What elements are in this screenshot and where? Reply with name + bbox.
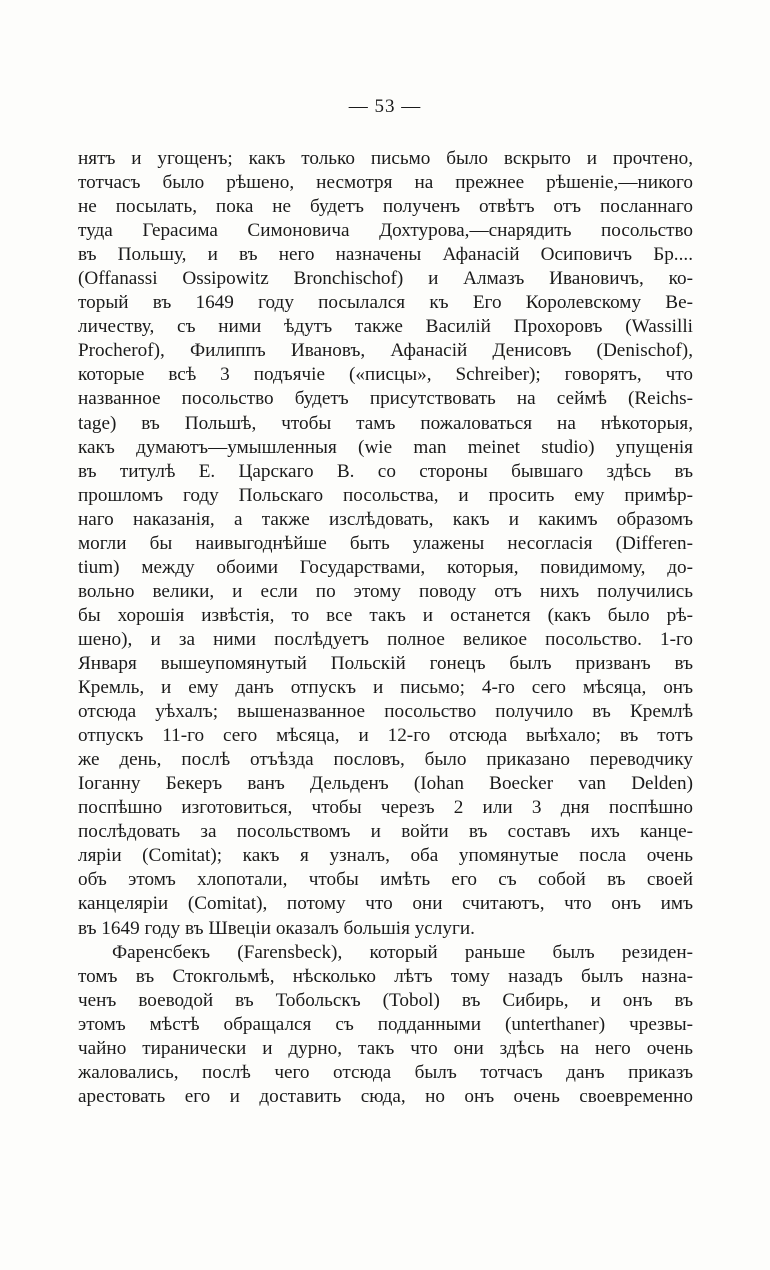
text-line: ченъ воеводой въ Тобольскъ (Tobol) въ Сибирь, и онъ въ [78, 989, 693, 1011]
text-line: томъ въ Стокгольмѣ, нѣсколько лѣтъ тому назадъ былъ назна- [78, 965, 693, 987]
text-line: какъ думаютъ—умышленныя (wie man meinet studio) упущенія [78, 436, 693, 458]
text-line: Procherof), Филиппъ Ивановъ, Афанасій Денисовъ (Denischof), [78, 340, 693, 362]
text-line: ляріи (Comitat); какъ я узналъ, оба упомянутые посла очень [78, 845, 693, 867]
text-line: Кремль, и ему данъ отпускъ и письмо; 4-го сего мѣсяца, онъ [78, 677, 693, 699]
text-line: туда Герасима Симоновича Дохтурова,—снарядить посольство [78, 220, 693, 242]
text-line: отпускъ 11-го сего мѣсяца, и 12-го отсюда выѣхало; въ тотъ [78, 725, 693, 747]
text-line: вольно велики, и если по этому поводу отъ нихъ получились [78, 580, 693, 602]
text-line: послѣдовать за посольствомъ и войти въ составъ ихъ канце- [78, 821, 693, 843]
text-line: Фаренсбекъ (Farensbeck), который раньше былъ резиден- [112, 941, 693, 963]
text-line: могли бы наивыгоднѣйше быть улажены несогласія (Differen- [78, 532, 693, 554]
text-line: отсюда уѣхалъ; вышеназванное посольство получило въ Кремлѣ [78, 701, 693, 723]
text-line: арестовать его и доставить сюда, но онъ очень своевременно [78, 1085, 693, 1107]
text-line: названное посольство будетъ присутствовать на сеймѣ (Reichs- [78, 388, 693, 410]
text-line: шено), и за ними послѣдуетъ полное великое посольство. 1-го [78, 628, 693, 650]
paragraph [78, 147, 693, 941]
text-line: наго наказанія, а также изслѣдовать, какъ и какимъ образомъ [78, 508, 693, 530]
text-line: личеству, съ ними ѣдутъ также Василій Прохоровъ (Wassilli [78, 316, 693, 338]
text-line: Января вышеупомянутый Польскій гонецъ былъ призванъ въ [78, 652, 693, 674]
text-line: не посылать, пока не будетъ полученъ отвѣтъ отъ посланнаго [78, 196, 693, 218]
text-line: Іоганну Бекеръ ванъ Дельденъ (Iohan Boecker van Delden) [78, 773, 693, 795]
text-line: прошломъ году Польскаго посольства, и просить ему примѣр- [78, 484, 693, 506]
text-line: жаловались, послѣ чего отсюда былъ тотчасъ данъ приказъ [78, 1061, 693, 1083]
page-number: — 53 — [348, 96, 422, 117]
paragraph [78, 941, 693, 1109]
text-line: нятъ и угощенъ; какъ только письмо было вскрыто и прочтено, [78, 148, 693, 169]
text-line: объ этомъ хлопотали, чтобы имѣть его съ собой въ своей [78, 869, 693, 891]
text-line: въ титулѣ Е. Царскаго В. со стороны бывшаго здѣсь въ [78, 460, 693, 482]
text-line: торый въ 1649 году посылался къ Его Королевскому Ве- [78, 292, 693, 314]
text-line: же день, послѣ отъѣзда пословъ, было приказано переводчику [78, 749, 693, 771]
text-line: бы хорошія извѣстія, то все такъ и останется (какъ было рѣ- [78, 604, 693, 626]
text-line: этомъ мѣстѣ обращался съ подданными (unterthaner) чрезвы- [78, 1013, 693, 1035]
text-line: tage) въ Польшѣ, чтобы тамъ пожаловаться на нѣкоторыя, [78, 412, 693, 434]
text-line: въ 1649 году въ Швеціи оказалъ большія услуги. [78, 917, 475, 939]
text-line: поспѣшно изготовиться, чтобы черезъ 2 или 3 дня поспѣшно [78, 797, 693, 819]
text-line: канцеляріи (Comitat), потому что они считаютъ, что онъ имъ [78, 893, 693, 915]
text-line: въ Польшу, и въ него назначены Афанасій Осиповичъ Бр.... [78, 244, 693, 266]
text-line: чайно тиранически и дурно, такъ что они здѣсь на него очень [78, 1037, 693, 1059]
body-text [78, 147, 693, 1109]
text-line: которые всѣ 3 подъячіе («писцы», Schreiber); говорятъ, что [78, 364, 693, 386]
text-line: tium) между обоими Государствами, которыя, повидимому, до- [78, 556, 693, 578]
text-line: тотчасъ было рѣшено, несмотря на прежнее рѣшеніе,—никого [78, 172, 693, 194]
text-line: (Offanassi Ossipowitz Bronchischof) и Алмазъ Ивановичъ, ко- [78, 268, 693, 290]
